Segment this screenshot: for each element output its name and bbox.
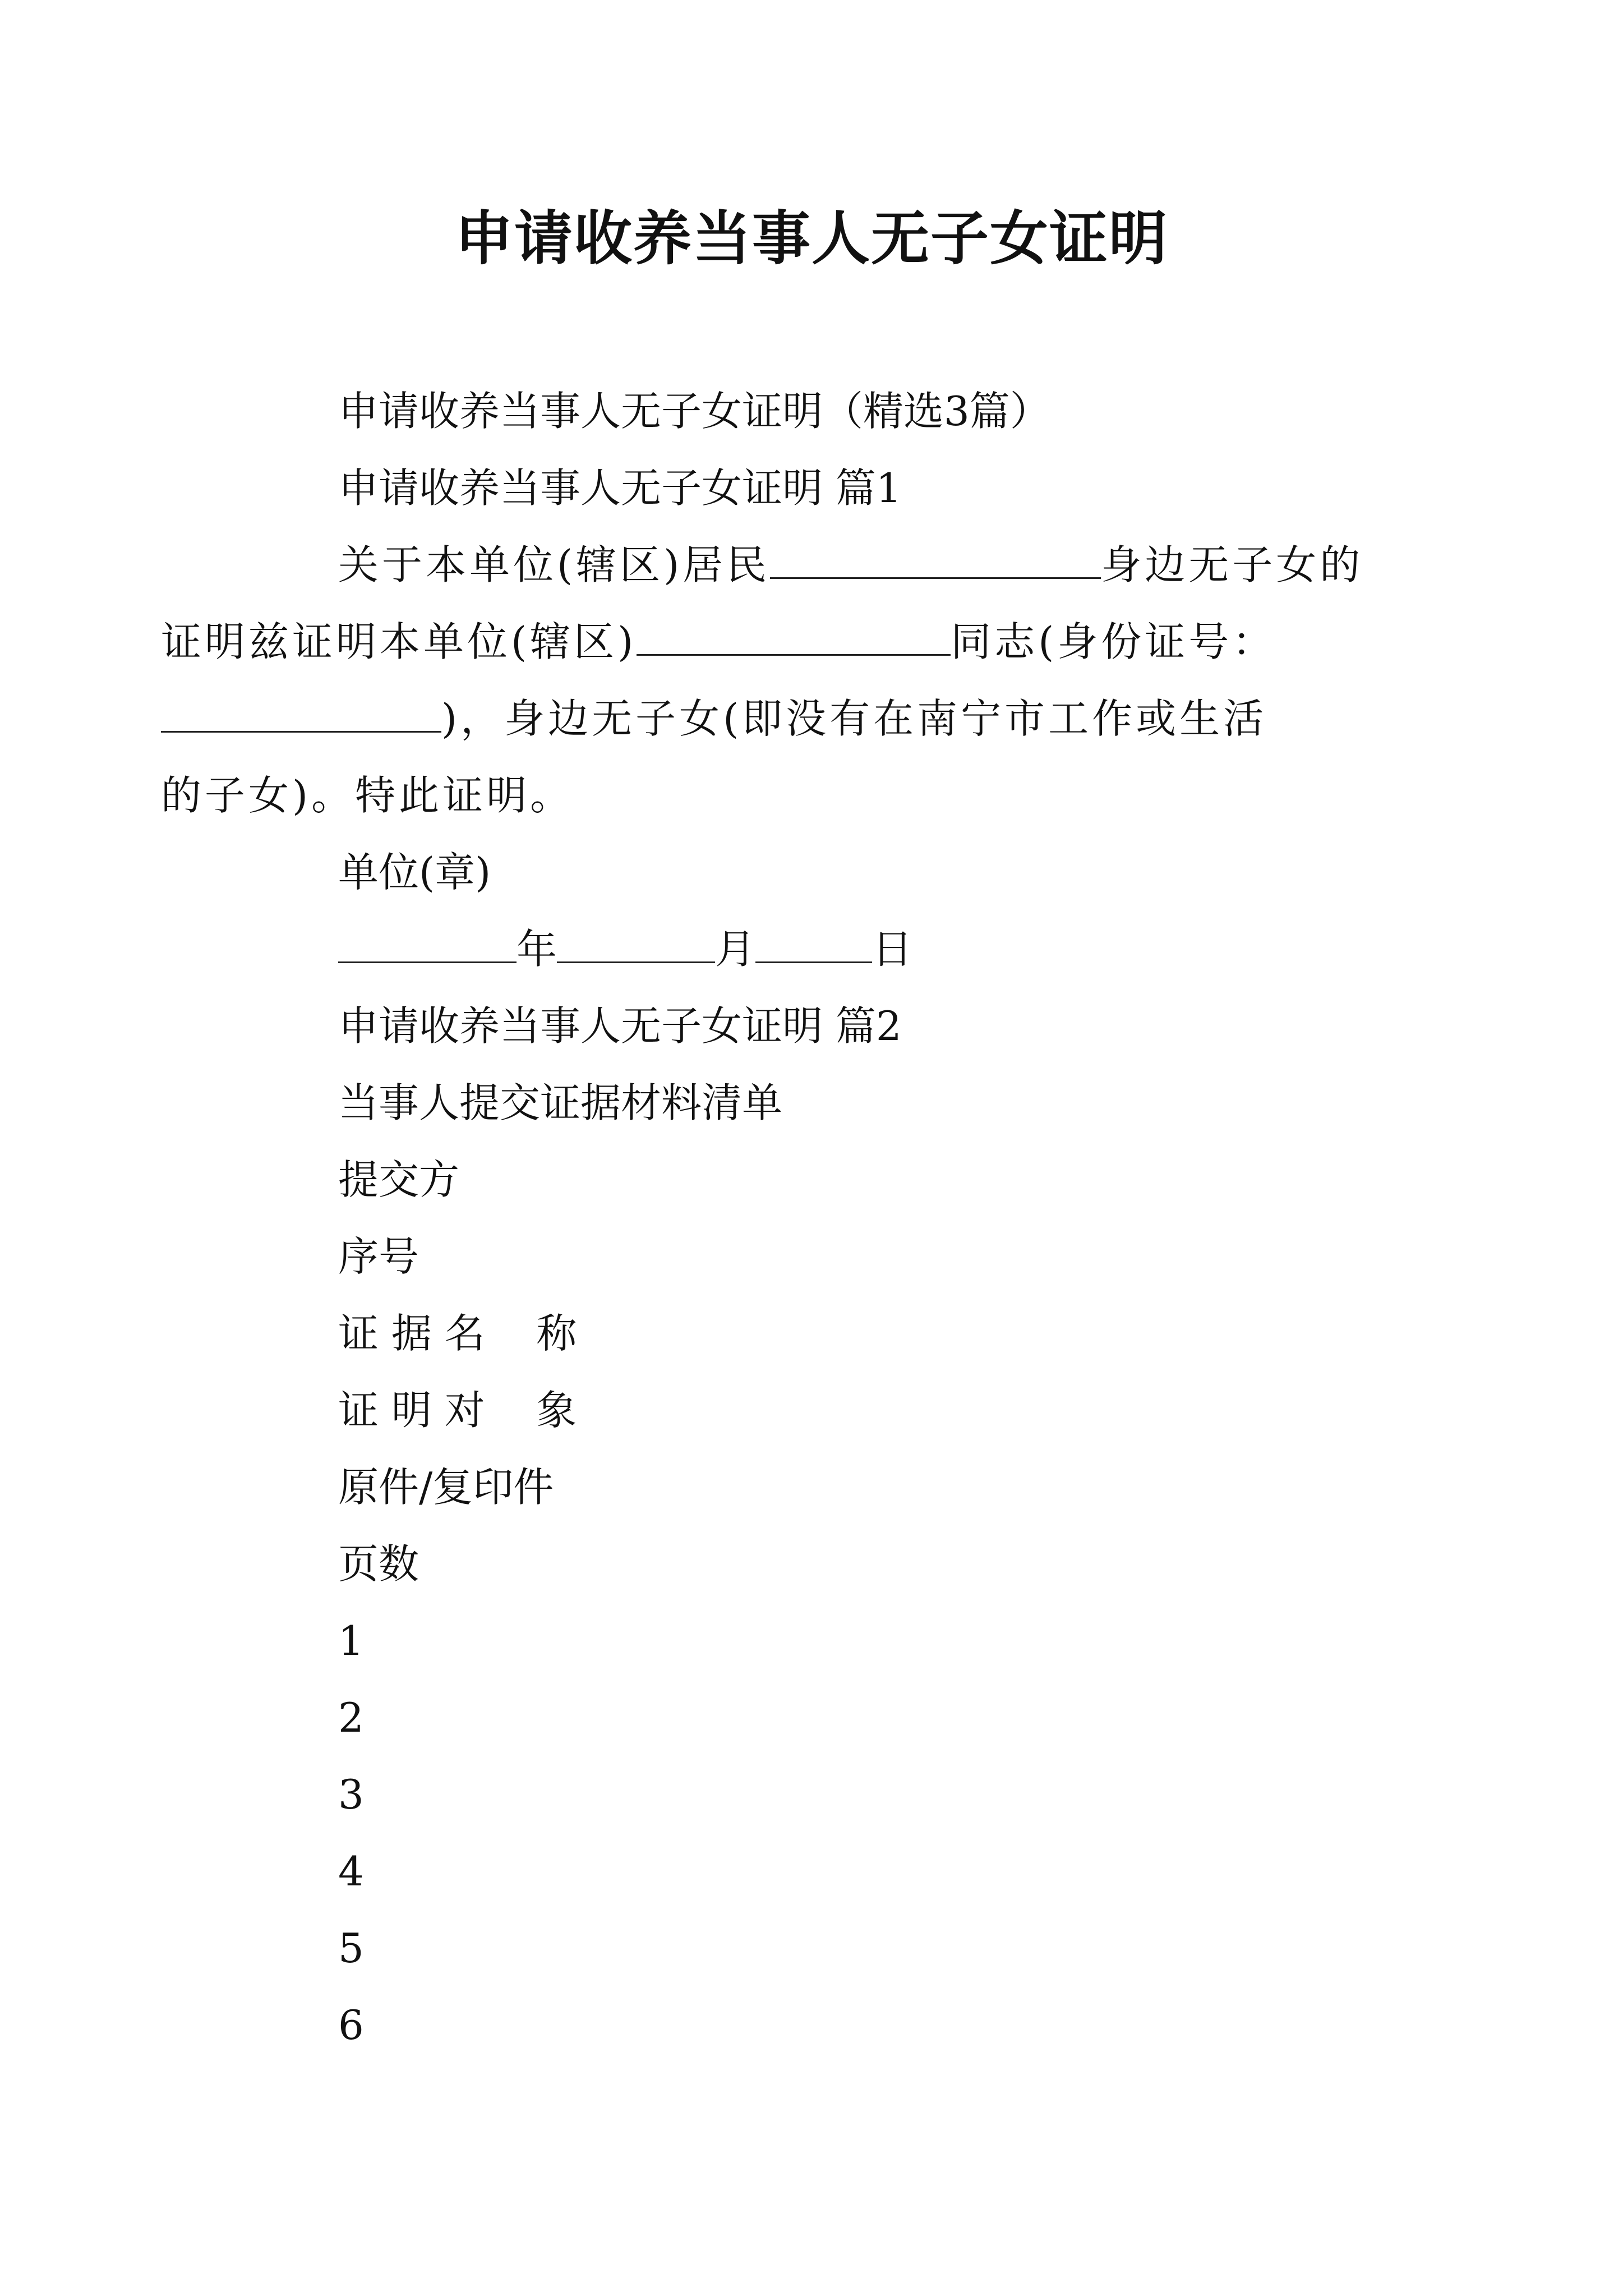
submitter-label: 提交方 xyxy=(338,1156,460,1203)
row-number: 5 xyxy=(338,1925,364,1972)
part1-heading: 申请收养当事人无子女证明 篇1 xyxy=(338,464,902,512)
paragraph-text-2: 身边无子女的 xyxy=(1101,541,1364,588)
paragraph-text-6: 的子女)。特此证明。 xyxy=(161,772,574,819)
year-blank xyxy=(338,927,517,963)
row-number: 4 xyxy=(338,1848,364,1895)
paragraph-line-3 xyxy=(161,680,1388,757)
unit-seal: 单位(章) xyxy=(338,849,491,896)
header-serial: 序号 xyxy=(338,1233,419,1280)
year-label: 年 xyxy=(517,926,557,973)
row-number: 6 xyxy=(338,2001,364,2049)
paragraph-line-4 xyxy=(161,757,1388,834)
comrade-name-blank xyxy=(637,619,951,656)
part2-heading: 申请收养当事人无子女证明 篇2 xyxy=(338,1002,902,1050)
header-evidence-name-text: 证 据 名 称 xyxy=(338,1310,577,1357)
day-label: 日 xyxy=(872,926,913,973)
paragraph-text-5: )，身边无子女(即没有在南宁市工作或生活 xyxy=(441,695,1267,742)
header-proof-object-text: 证 明 对 象 xyxy=(338,1387,577,1434)
header-evidence-name xyxy=(250,1295,1388,1372)
paragraph-line-2 xyxy=(161,604,1388,680)
id-number-blank xyxy=(161,696,441,733)
paragraph-text-3: 证明兹证明本单位(辖区) xyxy=(161,618,637,665)
document-title: 申请收养当事人无子女证明 xyxy=(454,204,1168,273)
certificate-paragraph xyxy=(161,527,1388,834)
subtitle: 申请收养当事人无子女证明（精选3篇） xyxy=(338,388,1050,435)
resident-name-blank xyxy=(770,542,1101,579)
paragraph-text-1: 关于本单位(辖区)居民 xyxy=(338,541,771,588)
evidence-list-title: 当事人提交证据材料清单 xyxy=(338,1079,783,1126)
row-number: 1 xyxy=(338,1617,364,1664)
row-number: 2 xyxy=(338,1694,364,1741)
header-pages: 页数 xyxy=(338,1540,419,1588)
paragraph-line-1 xyxy=(250,527,1388,604)
month-blank xyxy=(557,927,715,963)
paragraph-text-4: 同志(身份证号： xyxy=(951,618,1276,665)
header-proof-object xyxy=(250,1372,1388,1449)
row-number: 3 xyxy=(338,1771,364,1818)
month-label: 月 xyxy=(715,926,756,973)
date-line xyxy=(250,911,1388,988)
day-blank xyxy=(755,927,872,963)
header-original-copy: 原件/复印件 xyxy=(338,1464,554,1511)
document-body xyxy=(161,373,1388,2064)
